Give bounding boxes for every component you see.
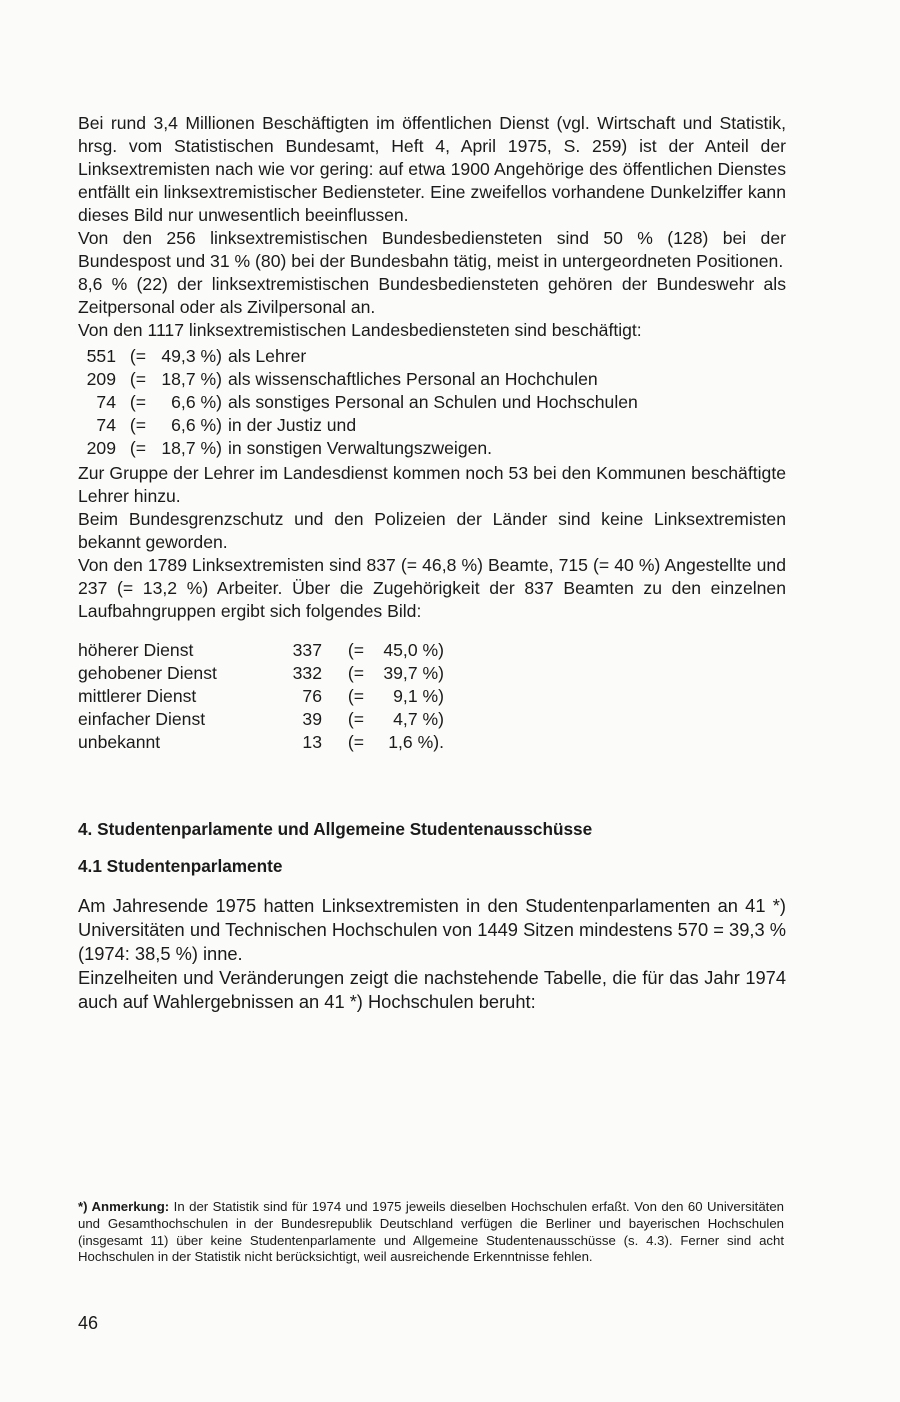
list-item: 74 (= 6,6 %) als sonstiges Personal an Schulen und Hochschulen	[96, 392, 638, 412]
list-item: einfacher Dienst 39 (= 4,7 %)	[78, 709, 444, 729]
list-item: unbekannt 13 (= 1,6 %).	[78, 732, 444, 752]
paragraph-section-2: Einzelheiten und Veränderungen zeigt die nachstehende Tabelle, die für das Jahr 1974 auch auf Wahlergebnissen an 41 *) Hochschulen beruht:	[78, 967, 786, 1012]
document-body	[78, 112, 786, 1014]
paragraph-middle-1: Zur Gruppe der Lehrer im Landesdienst kommen noch 53 bei den Kommunen beschäftigte Lehrer hinzu.	[78, 463, 786, 506]
career-group-list	[78, 639, 786, 754]
paragraph-middle-2: Beim Bundesgrenzschutz und den Polizeien der Länder sind keine Linksextremisten bekannt geworden.	[78, 509, 786, 552]
paragraph-intro-4: Von den 1117 linksextremistischen Landesbediensteten sind beschäftigt:	[78, 320, 642, 340]
list-item: höherer Dienst 337 (= 45,0 %)	[78, 640, 444, 660]
list-item: gehobener Dienst 332 (= 39,7 %)	[78, 663, 444, 683]
paragraph-intro-2: Von den 256 linksextremistischen Bundesbediensteten sind 50 % (128) bei der Bundespost und 31 % (80) bei der Bundesbahn tätig, meist in untergeordneten Positionen.	[78, 228, 786, 271]
section-body	[78, 894, 786, 1014]
paragraph-middle-3: Von den 1789 Linksextremisten sind 837 (= 46,8 %) Beamte, 715 (= 40 %) Angestellte und 237 (= 13,2 %) Arbeiter. Über die Zugehörigkeit der 837 Beamten zu den einzelnen Laufbahngruppen ergibt sich folgendes Bild:	[78, 555, 786, 621]
footnote-label: *) Anmerkung:	[78, 1199, 170, 1214]
paragraph-intro-3: 8,6 % (22) der linksextremistischen Bundesbediensteten gehören der Bundeswehr als Zeitpersonal oder als Zivilpersonal an.	[78, 274, 786, 317]
list-item: mittlerer Dienst 76 (= 9,1 %)	[78, 686, 444, 706]
section-heading: 4. Studentenparlamente und Allgemeine Studentenausschüsse	[78, 819, 593, 839]
footnote-text: In der Statistik sind für 1974 und 1975 jeweils dieselben Hochschulen erfaßt. Von den 60 Universitäten und Gesamthochschulen in der Bundesrepublik Deutschland verfügen die Berliner und bayerischen Hochschulen (insgesamt 11) über keine Studentenparlamente und Allgemeine Studentenausschüsse (s. 4.3). Ferner sind acht Hochschulen in der Statistik nicht berücksichtigt, weil ausreichende Erkenntnisse fehlen.	[78, 1199, 784, 1265]
landes-employment-list	[78, 345, 786, 460]
paragraph-section-1: Am Jahresende 1975 hatten Linksextremisten in den Studentenparlamenten an 41 *) Universitäten und Technischen Hochschulen von 1449 Sitzen mindestens 570 = 39,3 % (1974: 38,5 %) inne.	[78, 895, 786, 964]
list-item: 209 (= 18,7 %) als wissenschaftliches Personal an Hochchulen	[86, 369, 598, 389]
subsection-heading: 4.1 Studentenparlamente	[78, 856, 283, 876]
paragraph-intro-1: Bei rund 3,4 Millionen Beschäftigten im öffentlichen Dienst (vgl. Wirtschaft und Statistik, hrsg. vom Statistischen Bundesamt, Heft 4, April 1975, S. 259) ist der Anteil der Linksextremisten nach wie vor gering: auf etwa 1900 Angehörige des öffentlichen Dienstes entfällt ein linksextremistischer Bediensteter. Eine zweifellos vorhandene Dunkelziffer kann dieses Bild nur unwesentlich beeinflussen.	[78, 113, 786, 225]
page-number: 46	[78, 1313, 99, 1333]
list-item: 74 (= 6,6 %) in der Justiz und	[96, 415, 357, 435]
list-item: 209 (= 18,7 %) in sonstigen Verwaltungszweigen.	[86, 438, 493, 458]
footnote	[78, 1199, 784, 1266]
list-item: 551 (= 49,3 %) als Lehrer	[86, 346, 307, 366]
